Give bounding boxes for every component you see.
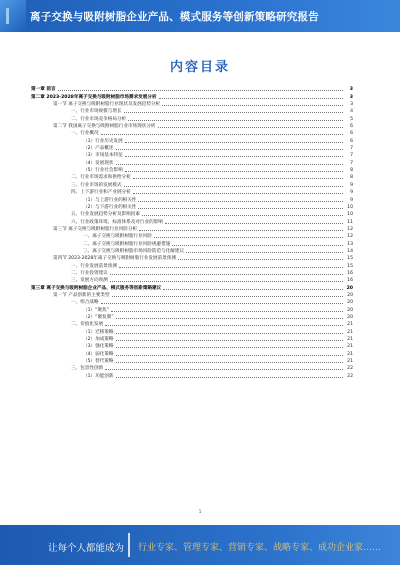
toc-leader-dots [124,112,343,113]
header-accent-line [6,8,9,24]
toc-entry[interactable] [31,137,353,144]
toc-entry-title: （1）行业历史发展 [83,138,123,144]
toc-entry[interactable] [31,167,353,174]
toc-leader-dots [158,127,343,128]
toc-leader-dots [111,311,343,312]
toc-entry-page: 20 [347,292,353,298]
toc-entry-title: （3）市场基本特征 [83,153,123,159]
toc-entry-page: 8 [350,175,353,181]
toc-leader-dots [101,134,343,135]
toc-entry-title: （5）行业社会影响 [83,168,123,174]
toc-leader-dots [105,369,343,370]
toc-entry-page: 20 [347,315,353,320]
toc-entry-page: 6 [350,131,353,137]
toc-entry-page: 3 [349,87,353,93]
toc-entry-title: 三、行业市场的发展模式 [71,182,122,188]
toc-entry[interactable] [31,233,353,240]
toc-entry-title: （2）产品概述 [83,146,114,152]
toc-entry-page: 4 [350,109,353,115]
toc-leader-dots [159,98,343,99]
toc-leader-dots [154,237,343,238]
toc-entry-title: 三、包容性创新 [71,366,104,372]
toc-entry[interactable] [31,145,353,152]
toc-leader-dots [116,355,344,356]
toc-entry[interactable] [31,277,353,284]
toc-entry[interactable] [31,240,353,247]
toc-entry-page: 20 [346,285,353,291]
toc-entry-page: 21 [347,322,353,328]
toc-leader-dots [138,208,343,209]
toc-leader-dots [125,142,343,143]
toc-entry-title: 一、行业概况 [71,131,99,137]
toc-entry-title: （1）功能创新 [83,373,114,379]
toc-leader-dots [116,340,344,341]
toc-entry-page: 9 [350,182,353,188]
toc-entry[interactable] [31,358,353,365]
toc-entry-page: 5 [350,116,353,122]
toc-entry[interactable] [31,123,353,130]
toc-entry-page: 13 [347,241,353,247]
toc-entry[interactable] [31,115,353,122]
toc-entry-title: 第三节 离子交换与吸附树脂行业风险分析 [53,226,138,232]
toc-entry[interactable] [31,130,353,137]
toc-leader-dots [125,156,343,157]
report-title: 离子交换与吸附树脂企业产品、模式服务等创新策略研究报告 [30,11,319,23]
toc-entry[interactable] [31,226,353,233]
toc-entry[interactable] [31,152,353,159]
toc-leader-dots [116,333,344,334]
toc-entry[interactable] [31,101,353,108]
toc-entry-page: 22 [347,373,353,379]
toc-leader-dots [186,252,343,253]
toc-entry-title: 二、价值化发展 [71,322,104,328]
toc-entry-page: 21 [347,359,353,365]
toc-entry[interactable] [31,372,353,379]
toc-entry-page: 21 [347,329,353,335]
toc-entry-title: 三、发展方向预测 [71,278,108,284]
toc-entry-title: 二、行业投资建议 [71,270,108,276]
toc-entry-title: 二、行业市场需求和供给分析 [71,175,131,181]
toc-entry-page: 20 [347,307,353,313]
toc-entry-title: 四、上下游行业和产业链分析 [71,190,131,196]
toc-entry-title: 第一章 前言 [31,87,56,93]
toc-leader-dots [112,296,343,297]
toc-leader-dots [119,267,343,268]
toc-leader-dots [133,193,343,194]
toc-entry-title: 第二章 2023-2028年离子交换与吸附树脂市场需求发展分析 [31,94,157,100]
toc-entry-page: 20 [347,300,353,306]
toc-entry-page: 10 [347,204,353,210]
toc-entry[interactable] [31,336,353,343]
toc-entry-title: 一、离子交换与吸附树脂行业风险 [83,234,152,240]
footer-slogan-right: 行业专家、管理专家、营销专家、战略专家、成功企业家…… [138,543,382,553]
toc-entry-title: 第一节 产品创新的主要类型 [53,292,110,298]
footer-divider [128,533,130,557]
toc-entry-title: 第二节 我国离子交换与吸附树脂行业市场现状分析 [53,124,156,130]
toc-entry-page: 7 [350,160,353,166]
toc-entry-page: 12 [347,234,353,240]
toc-entry-title: 二、行业市场竞争格局分析 [71,116,127,122]
toc-entry[interactable] [31,248,353,255]
toc-leader-dots [162,105,343,106]
toc-entry-page: 6 [350,138,353,144]
toc-entry-title: 第一节 离子交换与吸附树脂行业现状及发展趋势分析 [53,102,161,108]
toc-leader-dots [116,377,344,378]
toc-entry-title: 三、离子交换与吸附树脂市场风险防范与化解建议 [83,248,185,254]
toc-leader-dots [163,289,343,290]
toc-entry-title: （2）加成策略 [83,337,114,343]
toc-entry-page: 12 [347,226,353,232]
toc-leader-dots [124,186,343,187]
toc-entry[interactable] [31,292,353,299]
page-header [0,0,400,32]
toc-leader-dots [128,120,343,121]
toc-leader-dots [142,215,343,216]
toc-entry-page: 9 [350,197,353,203]
toc-entry[interactable] [31,255,353,262]
toc-entry[interactable] [31,108,353,115]
toc-entry[interactable] [31,159,353,166]
toc-entry-title: （4）弱化策略 [83,351,114,357]
table-of-contents [31,86,353,380]
toc-leader-dots [139,230,343,231]
toc-entry[interactable] [31,321,353,328]
toc-entry[interactable] [31,181,353,188]
toc-entry[interactable] [31,343,353,350]
toc-entry[interactable] [31,204,353,211]
toc-entry-title: （3）强化策略 [83,344,114,350]
footer-slogan-left: 让每个人都能成为 [48,543,125,554]
header-decoration [0,0,26,32]
toc-entry[interactable] [31,270,353,277]
toc-entry-title: 五、行业发展趋势分析及影响因素 [71,212,140,218]
toc-leader-dots [58,90,343,91]
toc-entry[interactable] [31,365,353,372]
toc-entry-title: （4）发展现状 [83,160,114,166]
toc-entry-title: （2）与下游行业的相关性 [83,204,137,210]
toc-entry[interactable] [31,93,353,100]
page-number: 1 [198,510,202,515]
toc-leader-dots [110,281,343,282]
toc-entry-page: 21 [347,337,353,343]
toc-entry[interactable] [31,328,353,335]
toc-entry[interactable] [31,306,353,313]
toc-entry-title: 一、组合战略 [71,300,99,306]
toc-entry[interactable] [31,218,353,225]
toc-leader-dots [110,274,343,275]
toc-entry-page: 22 [347,366,353,372]
toc-entry-page: 10 [347,212,353,218]
toc-entry-page: 7 [350,146,353,152]
toc-entry[interactable] [31,86,353,93]
toc-entry-title: 第四节 2023-2028年离子交换与吸附树脂行业发展前景预测 [53,256,176,262]
toc-entry[interactable] [31,284,353,291]
toc-entry-page: 8 [350,168,353,174]
toc-entry-page: 9 [350,190,353,196]
toc-leader-dots [105,325,343,326]
toc-entry-page: 21 [347,351,353,357]
toc-entry[interactable] [31,174,353,181]
toc-entry-page: 7 [350,153,353,159]
toc-entry-page: 21 [347,344,353,350]
toc-entry-page: 15 [347,256,353,262]
toc-entry-title: 二、离子交换与吸附树脂行业风险规避措施 [83,241,171,247]
toc-leader-dots [133,178,343,179]
toc-leader-dots [101,303,343,304]
toc-leader-dots [116,347,344,348]
toc-entry-page: 6 [350,124,353,130]
toc-entry-title: （1）迁移策略 [83,329,114,335]
toc-entry[interactable] [31,299,353,306]
toc-leader-dots [116,164,344,165]
toc-entry[interactable] [31,314,353,321]
toc-entry-page: 16 [347,278,353,284]
toc-leader-dots [116,318,343,319]
toc-entry-title: 一、行业发展前景预测 [71,263,117,269]
toc-entry-page: 11 [347,219,353,225]
toc-entry-title: （1）与上游行业的相关性 [83,197,137,203]
toc-leader-dots [125,171,343,172]
toc-entry[interactable] [31,262,353,269]
toc-entry-page: 16 [347,270,353,276]
toc-entry[interactable] [31,189,353,196]
toc-entry[interactable] [31,350,353,357]
toc-entry-title: 六、行业政策环境、标准体系及对行业的影响 [71,219,163,225]
toc-entry-page: 14 [347,248,353,254]
toc-leader-dots [116,149,344,150]
toc-entry[interactable] [31,196,353,203]
toc-leader-dots [178,259,343,260]
toc-entry-page: 3 [350,102,353,108]
toc-leader-dots [165,223,343,224]
toc-entry-page: 15 [347,263,353,269]
toc-leader-dots [116,362,344,363]
page-footer [0,525,400,565]
toc-leader-dots [138,201,343,202]
toc-entry-title: 第三章 离子交换与吸附树脂企业产品、模式服务等创新策略建议 [31,285,162,291]
toc-entry-title: （5）替代策略 [83,359,114,365]
toc-leader-dots [172,245,343,246]
toc-entry-page: 3 [349,94,353,100]
toc-entry-title: （2）“聚复制” [83,315,114,320]
toc-entry-title: 一、行业市场规模与增长 [71,109,122,115]
toc-heading: 内容目录 [169,60,230,75]
toc-entry-title: （1）“聚焦” [83,307,110,313]
toc-entry[interactable] [31,211,353,218]
